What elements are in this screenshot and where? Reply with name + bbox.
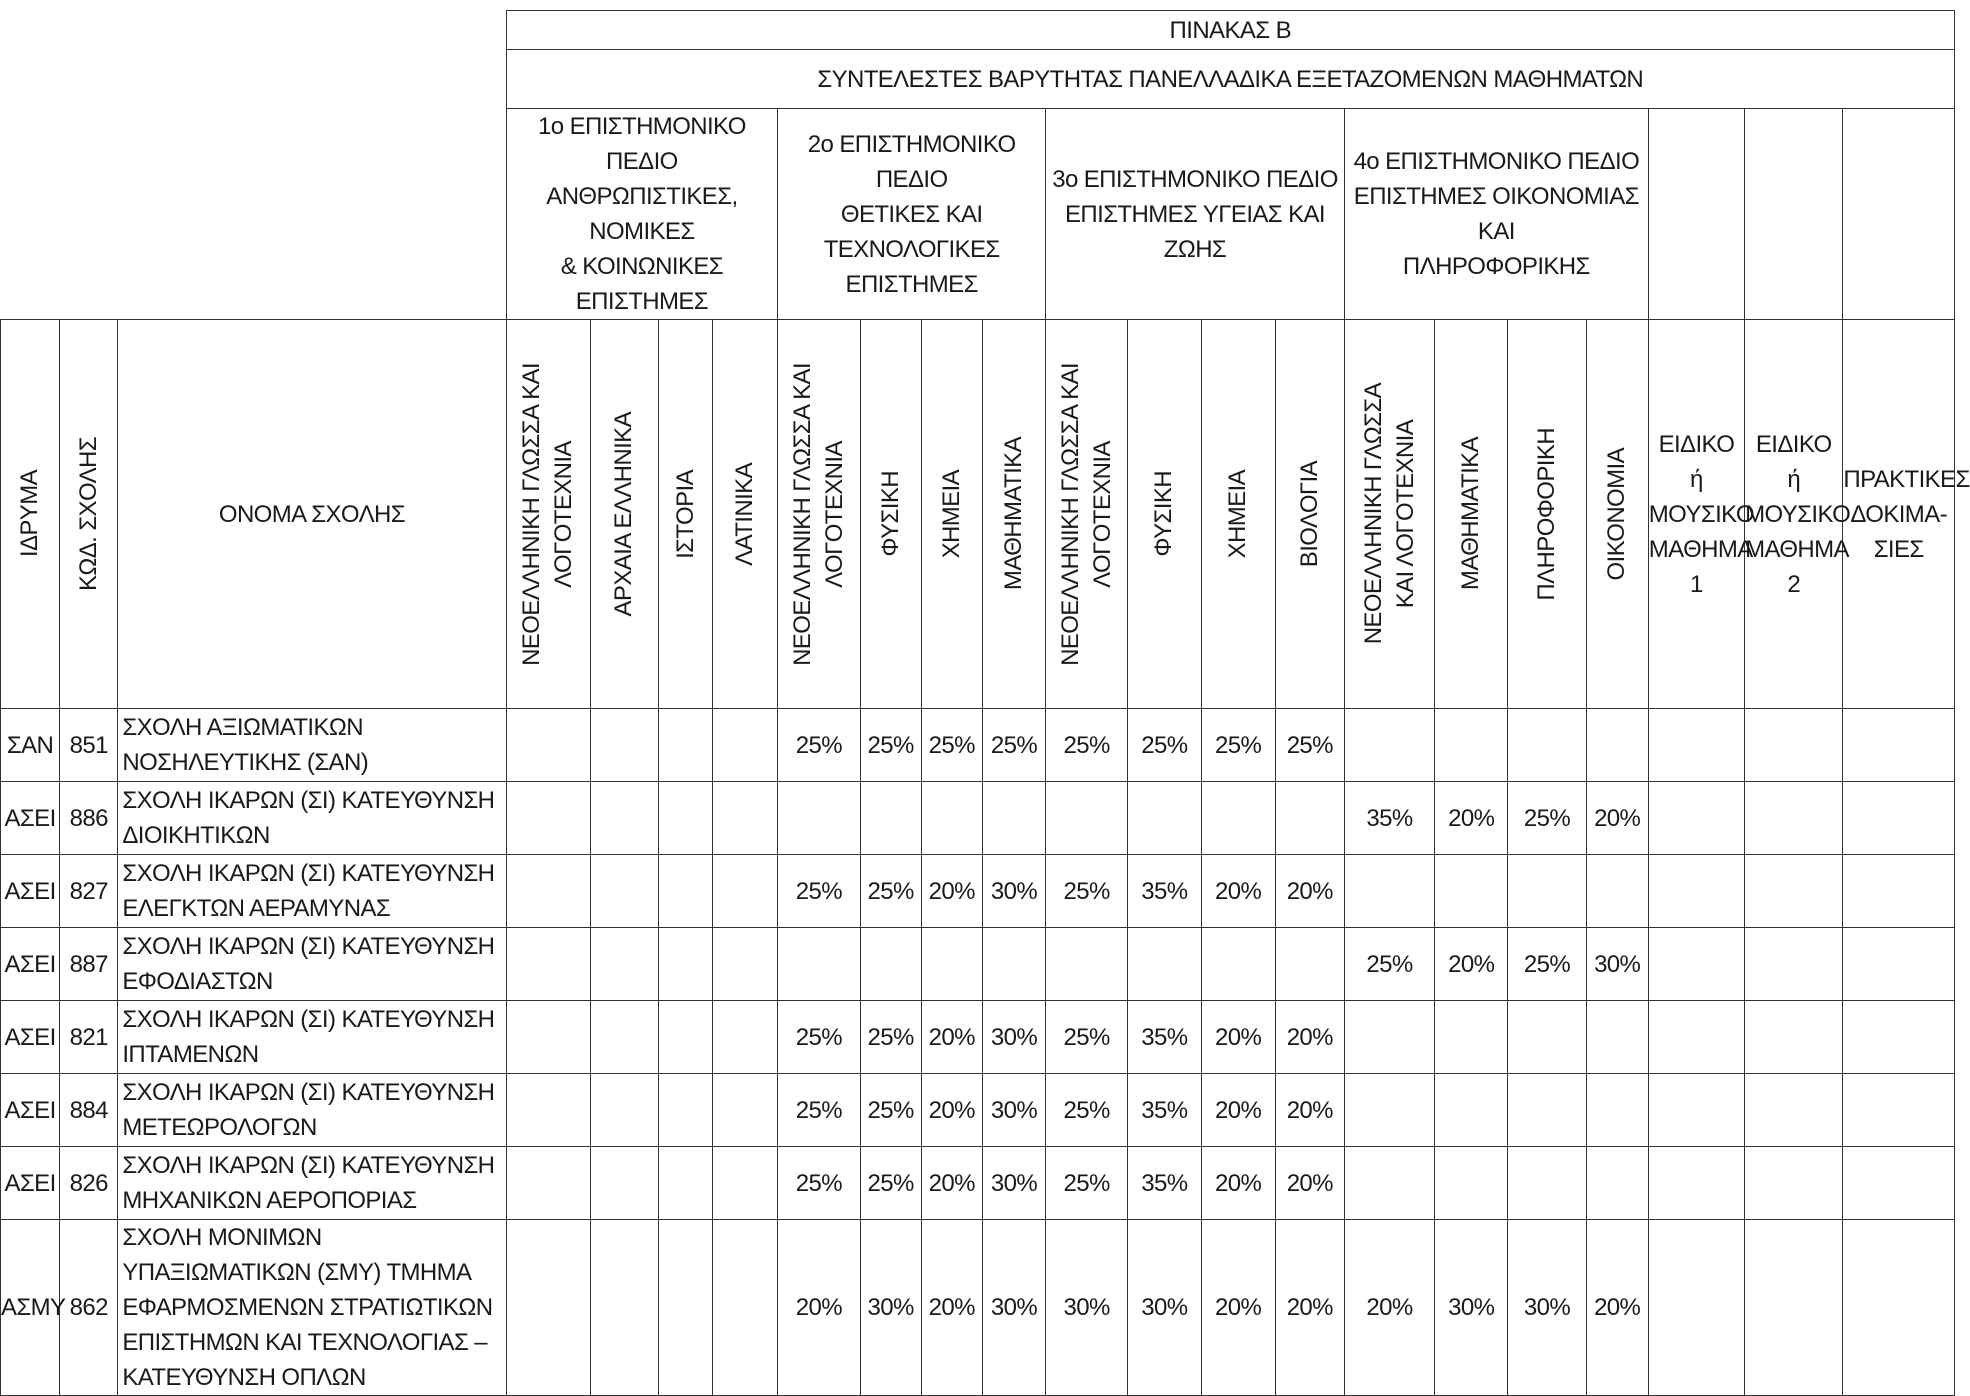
school-code-cell: 827 [60,855,118,928]
table-row [1,1220,1955,1396]
special-subject-2-cell [1745,782,1843,855]
school-name-cell: ΣΧΟΛΗ ΙΚΑΡΩΝ (ΣΙ) ΚΑΤΕΥΘΥΝΣΗ ΜΗΧΑΝΙΚΩΝ ΑΕΡΟΠΟΡΙΑΣ [118,1147,506,1220]
coefficient-cell [1435,1074,1508,1147]
subject-header [860,320,921,709]
coefficient-cell [590,855,658,928]
coefficient-cell: 30% [1586,928,1648,1001]
subject-header [1275,320,1344,709]
coefficient-cell [1508,855,1586,928]
col-header-name: ΟΝΟΜΑ ΣΧΟΛΗΣ [118,320,506,709]
subject-header-text: ΝΕΟΕΛΛΗΝΙΚΗ ΓΛΩΣΣΑ ΚΑΙ ΛΟΓΟΤΕΧΝΙΑ [1359,383,1419,645]
coefficient-cell [590,782,658,855]
table-row [1,1001,1955,1074]
subject-header [1435,320,1508,709]
coefficient-cell [1344,1147,1434,1220]
subject-header [778,320,860,709]
coefficient-cell [1586,1001,1648,1074]
special-subject-2-cell [1745,709,1843,782]
coefficient-cell [713,1001,778,1074]
coefficient-cell: 20% [921,1001,982,1074]
coefficient-cell [860,928,921,1001]
coefficient-cell: 20% [1201,855,1275,928]
subject-header [658,320,712,709]
special-subject-2-cell [1745,1001,1843,1074]
institution-cell: ΑΣΕΙ [1,855,60,928]
coefficient-cell: 25% [860,855,921,928]
coefficient-cell [1586,709,1648,782]
coefficient-cell: 30% [1508,1220,1586,1396]
school-code-cell: 821 [60,1001,118,1074]
school-code-cell: 884 [60,1074,118,1147]
coefficient-cell: 20% [778,1220,860,1396]
coefficient-cell: 20% [1201,1074,1275,1147]
coefficient-cell [1508,1074,1586,1147]
coefficient-cell: 20% [1586,782,1648,855]
subject-header-text: ΧΗΜΕΙΑ [937,469,965,559]
coefficient-cell: 25% [1508,928,1586,1001]
coefficient-cell [506,1001,590,1074]
coefficient-cell [1275,782,1344,855]
empty-field-cell [1648,109,1744,320]
coefficient-cell: 20% [1275,855,1344,928]
coefficient-cell [1508,1147,1586,1220]
special-subject-1-cell [1648,782,1744,855]
subject-header [590,320,658,709]
subject-header [713,320,778,709]
subject-header [506,320,590,709]
subject-header-text: ΙΣΤΟΡΙΑ [671,469,699,559]
special-subject-1-header: ΕΙΔΙΚΟ ή ΜΟΥΣΙΚΟ ΜΑΘΗΜΑ 1 [1648,320,1744,709]
coefficient-cell: 20% [1586,1220,1648,1396]
coefficient-cell [713,855,778,928]
coefficient-cell: 25% [860,1001,921,1074]
coefficient-cell [982,928,1045,1001]
coefficient-cell [778,928,860,1001]
subject-header [1344,320,1434,709]
coefficient-cell [658,1220,712,1396]
school-name-cell: ΣΧΟΛΗ ΜΟΝΙΜΩΝ ΥΠΑΞΙΩΜΑΤΙΚΩΝ (ΣΜΥ) ΤΜΗΜΑ ΕΦΑΡΜΟΣΜΕΝΩΝ ΣΤΡΑΤΙΩΤΙΚΩΝ ΕΠΙΣΤΗΜΩΝ ΚΑΙ ΤΕΧΝΟΛΟΓΙΑΣ – ΚΑΤΕΥΘΥΝΣΗ ΟΠΛΩΝ [118,1220,506,1396]
institution-cell: ΑΣΕΙ [1,928,60,1001]
table-row [1,709,1955,782]
coefficient-cell: 25% [860,709,921,782]
coefficient-cell [590,1074,658,1147]
coefficient-cell [1344,1074,1434,1147]
special-subject-2-cell [1745,1147,1843,1220]
coefficient-cell [713,1147,778,1220]
coefficient-cell: 25% [982,709,1045,782]
coefficient-cell [1435,1001,1508,1074]
empty-field-cell [1843,109,1955,320]
subject-header-text: ΛΑΤΙΝΙΚΑ [731,462,759,566]
subject-header [1128,320,1201,709]
subject-header-text: ΝΕΟΕΛΛΗΝΙΚΗ ΓΛΩΣΣΑ ΚΑΙ ΛΟΓΟΤΕΧΝΙΑ [788,362,848,666]
school-name-cell: ΣΧΟΛΗ ΙΚΑΡΩΝ (ΣΙ) ΚΑΤΕΥΘΥΝΣΗ ΜΕΤΕΩΡΟΛΟΓΩΝ [118,1074,506,1147]
coefficient-cell: 30% [982,1001,1045,1074]
table-subtitle: ΣΥΝΤΕΛΕΣΤΕΣ ΒΑΡΥΤΗΤΑΣ ΠΑΝΕΛΛΑΔΙΚΑ ΕΞΕΤΑΖΟΜΕΝΩΝ ΜΑΘΗΜΑΤΩΝ [506,50,1954,109]
subject-header-text: ΝΕΟΕΛΛΗΝΙΚΗ ΓΛΩΣΣΑ ΚΑΙ ΛΟΓΟΤΕΧΝΙΑ [1056,362,1116,666]
coefficient-cell [1435,1147,1508,1220]
coefficient-cell: 30% [1128,1220,1201,1396]
subject-header-text: ΒΙΟΛΟΓΙΑ [1295,460,1323,568]
coefficient-cell: 20% [1201,1001,1275,1074]
table-row [1,1074,1955,1147]
practical-tests-cell [1843,928,1955,1001]
subject-header [1586,320,1648,709]
coefficient-cell: 20% [921,1147,982,1220]
coefficient-cell: 25% [1046,855,1128,928]
coefficient-cell: 25% [778,709,860,782]
col-header-institution [1,320,60,709]
col-header-code [60,320,118,709]
coefficient-cell: 25% [1275,709,1344,782]
coefficient-cell: 25% [778,1001,860,1074]
coefficient-cell [1201,928,1275,1001]
coefficient-cell: 20% [1201,1147,1275,1220]
coefficient-cell: 20% [1275,1001,1344,1074]
school-code-cell: 851 [60,709,118,782]
coefficient-cell [506,709,590,782]
coefficient-cell: 35% [1128,1147,1201,1220]
school-name-cell: ΣΧΟΛΗ ΙΚΑΡΩΝ (ΣΙ) ΚΑΤΕΥΘΥΝΣΗ ΔΙΟΙΚΗΤΙΚΩΝ [118,782,506,855]
coefficient-cell [713,782,778,855]
special-subject-1-cell [1648,1220,1744,1396]
coefficient-cell: 25% [1046,1001,1128,1074]
institution-cell: ΑΣΜΥ [1,1220,60,1396]
coefficient-cell: 20% [1344,1220,1434,1396]
subject-header [982,320,1045,709]
coefficient-cell [778,782,860,855]
coefficient-cell: 35% [1128,855,1201,928]
field-3-header: 3ο ΕΠΙΣΤΗΜΟΝΙΚΟ ΠΕΔΙΟ ΕΠΙΣΤΗΜΕΣ ΥΓΕΙΑΣ ΚΑΙ ΖΩΗΣ [1046,109,1345,320]
coefficient-cell: 25% [778,1074,860,1147]
coefficient-cell: 30% [1046,1220,1128,1396]
special-subject-2-cell [1745,855,1843,928]
special-subject-1-cell [1648,1074,1744,1147]
subject-header-text: ΝΕΟΕΛΛΗΝΙΚΗ ΓΛΩΣΣΑ ΚΑΙ ΛΟΓΟΤΕΧΝΙΑ [518,362,578,666]
subject-header-text: ΜΑΘΗΜΑΤΙΚΑ [1457,437,1485,591]
coefficient-cell [1128,928,1201,1001]
coefficient-cell: 25% [1046,709,1128,782]
special-subject-2-header: ΕΙΔΙΚΟ ή ΜΟΥΣΙΚΟ ΜΑΘΗΜΑ 2 [1745,320,1843,709]
institution-cell: ΑΣΕΙ [1,1147,60,1220]
coefficient-cell: 35% [1128,1001,1201,1074]
col-header-code-text: ΚΩΔ. ΣΧΟΛΗΣ [74,437,102,591]
subject-header-text: ΜΑΘΗΜΑΤΙΚΑ [999,437,1027,591]
coefficient-cell: 25% [1344,928,1434,1001]
institution-cell: ΣΑΝ [1,709,60,782]
coefficient-cell [860,782,921,855]
subject-header-text: ΑΡΧΑΙΑ ΕΛΛΗΝΙΚΑ [610,411,638,617]
coefficient-cell: 25% [1128,709,1201,782]
school-code-cell: 826 [60,1147,118,1220]
coefficient-cell [506,782,590,855]
coefficient-cell: 25% [778,1147,860,1220]
coefficient-cell: 20% [1201,1220,1275,1396]
table-row [1,928,1955,1001]
coefficient-cell [658,1001,712,1074]
coefficient-cell: 25% [860,1147,921,1220]
coefficient-cell [1586,1074,1648,1147]
coefficient-cell [1344,1001,1434,1074]
coefficient-cell [658,709,712,782]
subject-header-text: ΦΥΣΙΚΗ [1150,471,1178,557]
field-2-header: 2ο ΕΠΙΣΤΗΜΟΝΙΚΟ ΠΕΔΙΟ ΘΕΤΙΚΕΣ ΚΑΙ ΤΕΧΝΟΛΟΓΙΚΕΣ ΕΠΙΣΤΗΜΕΣ [778,109,1046,320]
coefficient-cell [1201,782,1275,855]
coefficient-cell [1344,709,1434,782]
coefficient-cell: 20% [1275,1220,1344,1396]
practical-tests-header: ΠΡΑΚΤΙΚΕΣ ΔΟΚΙΜΑ- ΣΙΕΣ [1843,320,1955,709]
coefficient-cell: 25% [921,709,982,782]
coefficient-cell: 30% [982,855,1045,928]
field-4-header: 4ο ΕΠΙΣΤΗΜΟΝΙΚΟ ΠΕΔΙΟ ΕΠΙΣΤΗΜΕΣ ΟΙΚΟΝΟΜΙΑΣ ΚΑΙ ΠΛΗΡΟΦΟΡΙΚΗΣ [1344,109,1648,320]
school-name-cell: ΣΧΟΛΗ ΙΚΑΡΩΝ (ΣΙ) ΚΑΤΕΥΘΥΝΣΗ ΕΛΕΓΚΤΩΝ ΑΕΡΑΜΥΝΑΣ [118,855,506,928]
school-code-cell: 887 [60,928,118,1001]
special-subject-2-cell [1745,928,1843,1001]
coefficient-cell [590,709,658,782]
subject-header [1046,320,1128,709]
school-name-cell: ΣΧΟΛΗ ΙΚΑΡΩΝ (ΣΙ) ΚΑΤΕΥΘΥΝΣΗ ΕΦΟΔΙΑΣΤΩΝ [118,928,506,1001]
coefficient-cell [506,1074,590,1147]
coefficient-cell [982,782,1045,855]
coefficient-cell [590,1147,658,1220]
coefficient-cell [1508,1001,1586,1074]
coefficient-cell: 30% [860,1220,921,1396]
subject-header-text: ΠΛΗΡΟΦΟΡΙΚΗ [1533,427,1560,601]
institution-cell: ΑΣΕΙ [1,1001,60,1074]
coefficient-cell: 25% [1046,1074,1128,1147]
coefficient-cell: 25% [1046,1147,1128,1220]
coefficient-cell [506,855,590,928]
institution-cell: ΑΣΕΙ [1,782,60,855]
subject-header-text: ΟΙΚΟΝΟΜΙΑ [1603,447,1631,581]
school-code-cell: 886 [60,782,118,855]
coefficient-cell: 30% [982,1074,1045,1147]
empty-field-cell [1745,109,1843,320]
institution-cell: ΑΣΕΙ [1,1074,60,1147]
coefficient-cell [506,1220,590,1396]
practical-tests-cell [1843,1147,1955,1220]
coefficient-cell: 25% [860,1074,921,1147]
special-subject-2-cell [1745,1220,1843,1396]
coefficient-cell: 25% [1508,782,1586,855]
empty-corner [1,11,507,320]
school-name-cell: ΣΧΟΛΗ ΙΚΑΡΩΝ (ΣΙ) ΚΑΤΕΥΘΥΝΣΗ ΙΠΤΑΜΕΝΩΝ [118,1001,506,1074]
coefficient-cell: 35% [1344,782,1434,855]
coefficient-cell [713,1220,778,1396]
practical-tests-cell [1843,855,1955,928]
coefficient-cell [1046,782,1128,855]
col-header-institution-text: ΙΔΡΥΜΑ [16,470,44,558]
coefficient-cell [1344,855,1434,928]
coefficient-cell [1275,928,1344,1001]
coefficient-cell: 20% [921,1074,982,1147]
coefficient-cell: 30% [1435,1220,1508,1396]
coefficient-cell [658,782,712,855]
coefficient-cell: 35% [1128,1074,1201,1147]
special-subject-1-cell [1648,1147,1744,1220]
coefficient-cell [590,928,658,1001]
table-row [1,855,1955,928]
special-subject-1-cell [1648,928,1744,1001]
coefficient-cell: 20% [1435,928,1508,1001]
coefficient-cell [658,1074,712,1147]
practical-tests-cell [1843,1001,1955,1074]
practical-tests-cell [1843,1220,1955,1396]
coefficient-cell: 20% [1435,782,1508,855]
document-page [0,10,1970,1396]
field-1-header: 1ο ΕΠΙΣΤΗΜΟΝΙΚΟ ΠΕΔΙΟ ΑΝΘΡΩΠΙΣΤΙΚΕΣ, ΝΟΜΙΚΕΣ & ΚΟΙΝΩΝΙΚΕΣ ΕΠΙΣΤΗΜΕΣ [506,109,778,320]
coefficient-cell: 20% [1275,1147,1344,1220]
coefficient-cell [1046,928,1128,1001]
coefficient-cell [1508,709,1586,782]
special-subject-1-cell [1648,855,1744,928]
coefficient-cell [658,928,712,1001]
coefficient-cell [1586,855,1648,928]
subject-header [921,320,982,709]
subject-header [1508,320,1586,709]
coefficient-cell: 30% [982,1147,1045,1220]
table-body [1,709,1955,1396]
subject-header [1201,320,1275,709]
practical-tests-cell [1843,1074,1955,1147]
coefficient-cell [713,709,778,782]
coefficient-cell [713,1074,778,1147]
coefficient-cell [1435,855,1508,928]
coefficient-cell [590,1001,658,1074]
coefficients-table [0,10,1970,1396]
special-subject-1-cell [1648,1001,1744,1074]
table-row [1,1147,1955,1220]
coefficient-cell [658,855,712,928]
special-subject-2-cell [1745,1074,1843,1147]
coefficient-cell: 25% [778,855,860,928]
subject-header-text: ΦΥΣΙΚΗ [876,471,904,557]
coefficient-cell [713,928,778,1001]
school-code-cell: 862 [60,1220,118,1396]
coefficient-cell [506,928,590,1001]
coefficient-cell [1435,709,1508,782]
coefficient-cell [590,1220,658,1396]
coefficient-cell: 20% [921,1220,982,1396]
special-subject-1-cell [1648,709,1744,782]
coefficient-cell: 30% [982,1220,1045,1396]
coefficient-cell: 25% [1201,709,1275,782]
coefficient-cell [1128,782,1201,855]
coefficient-cell [1586,1147,1648,1220]
table-row [1,782,1955,855]
school-name-cell: ΣΧΟΛΗ ΑΞΙΩΜΑΤΙΚΩΝ ΝΟΣΗΛΕΥΤΙΚΗΣ (ΣΑΝ) [118,709,506,782]
coefficient-cell [921,782,982,855]
coefficient-cell: 20% [1275,1074,1344,1147]
practical-tests-cell [1843,709,1955,782]
coefficient-cell [658,1147,712,1220]
coefficient-cell [506,1147,590,1220]
coefficient-cell [921,928,982,1001]
subject-header-text: ΧΗΜΕΙΑ [1224,469,1252,559]
coefficient-cell: 20% [921,855,982,928]
table-title: ΠΙΝΑΚΑΣ Β [506,11,1954,50]
practical-tests-cell [1843,782,1955,855]
